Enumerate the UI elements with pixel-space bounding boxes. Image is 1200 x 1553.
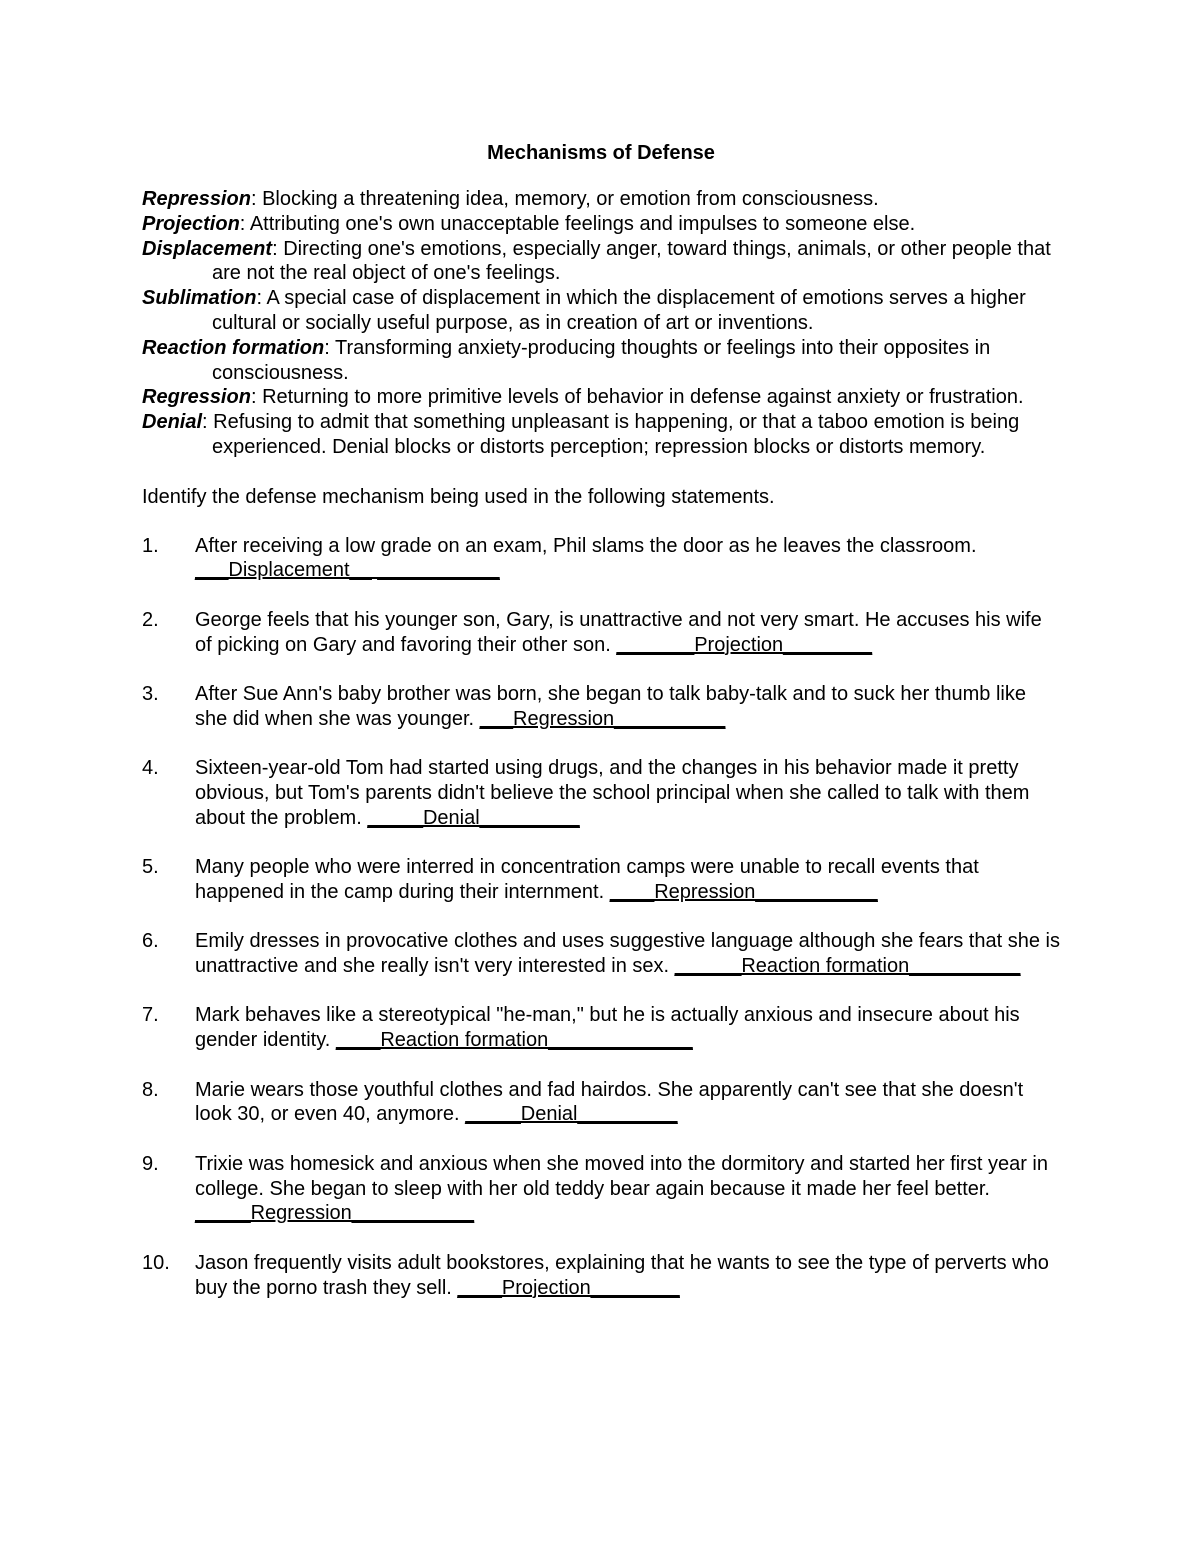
question-answer: _____Regression___________	[195, 1202, 475, 1225]
question-number: 5.	[142, 856, 159, 879]
definition-term: Reaction formation	[142, 336, 325, 359]
question-number: 2.	[142, 608, 159, 631]
question-item	[142, 608, 1060, 658]
question-item	[142, 756, 1060, 830]
definition-separator: :	[250, 386, 263, 409]
question-answer: ____Projection________	[457, 1276, 680, 1299]
question-number: 6.	[142, 930, 159, 953]
question-text: Many people who were interred in concentration camps were unable to recall events that happened in the camp during their internment.	[195, 856, 979, 903]
definition-text: Refusing to admit that something unpleasant is happening, or that a taboo emotion is being experienced. Denial blocks or distorts perception; repression blocks or distorts memory.	[212, 411, 1020, 458]
definition-text: A special case of displacement in which the displacement of emotions serves a higher cultural or socially useful purpose, as in creation of art or inventions.	[212, 287, 1026, 334]
question-item	[142, 855, 1060, 905]
definition-term: Regression	[142, 386, 251, 409]
question-number: 4.	[142, 757, 159, 780]
definition-separator: :	[202, 411, 214, 434]
definition-text: Blocking a threatening idea, memory, or emotion from consciousness.	[262, 188, 879, 210]
question-answer: ____Reaction formation_____________	[335, 1029, 693, 1052]
document-title: Mechanisms of Defense	[487, 142, 715, 164]
definition-text: Directing one's emotions, especially anger, toward things, animals, or other people that are not the real object of one's feelings.	[212, 237, 1051, 285]
definition-text: Transforming anxiety-producing thoughts or feelings into their opposites in consciousness.	[212, 336, 991, 384]
definition-projection	[142, 212, 1060, 237]
definitions-list	[142, 187, 1060, 460]
question-item	[142, 1078, 1060, 1128]
question-item	[142, 534, 1060, 584]
definition-sublimation	[142, 286, 1060, 336]
question-text: Emily dresses in provocative clothes and uses suggestive language although she fears that she is unattractive and she really isn't very interested in sex.	[195, 930, 1060, 978]
definition-reaction-formation	[142, 336, 1060, 386]
questions-list	[142, 534, 1060, 1301]
question-number: 1.	[142, 534, 159, 557]
question-answer: ___Displacement__ ___________	[195, 559, 500, 582]
question-number: 3.	[142, 682, 159, 705]
definition-regression	[142, 385, 1060, 410]
question-item	[142, 1251, 1060, 1301]
question-number: 8.	[142, 1078, 159, 1101]
definition-separator: :	[272, 237, 284, 260]
question-answer: ____Repression___________	[609, 880, 878, 903]
definition-text: Returning to more primitive levels of behavior in defense against anxiety or frustration.	[262, 386, 1024, 409]
question-item	[142, 1152, 1060, 1226]
question-number: 10.	[142, 1251, 170, 1274]
definition-displacement	[142, 237, 1060, 287]
question-text: Sixteen-year-old Tom had started using drugs, and the changes in his behavior made it pretty obvious, but Tom's parents didn't believe the school principal when she called to talk with them about the problem.	[195, 757, 1030, 829]
question-item	[142, 682, 1060, 732]
question-text: Jason frequently visits adult bookstores, explaining that he wants to see the type of perverts who buy the porno trash they sell.	[195, 1251, 1049, 1299]
question-answer: ______Reaction formation__________	[674, 955, 1021, 978]
question-text: Mark behaves like a stereotypical "he-man," but he is actually anxious and insecure about his gender identity.	[195, 1004, 1020, 1052]
question-text: Trixie was homesick and anxious when she moved into the dormitory and started her first year in college. She began to sleep with her old teddy bear again because it made her feel better.	[195, 1152, 1048, 1200]
question-answer: ___Regression__________	[479, 707, 726, 730]
question-text: After receiving a low grade on an exam, Phil slams the door as he leaves the classroom.	[195, 534, 977, 557]
question-text: After Sue Ann's baby brother was born, she began to talk baby-talk and to suck her thumb like she did when she was younger.	[195, 682, 1026, 730]
definition-separator: :	[256, 287, 267, 310]
definition-separator: :	[324, 336, 336, 359]
question-answer: _____Denial_________	[465, 1103, 678, 1126]
definition-term: Denial	[142, 411, 203, 434]
definition-text: Attributing one's own unacceptable feelings and impulses to someone else.	[249, 212, 916, 235]
definition-term: Projection	[142, 212, 240, 235]
instructions-text: Identify the defense mechanism being used in the following statements.	[142, 485, 775, 508]
question-item	[142, 929, 1060, 979]
question-answer: _____Denial_________	[367, 806, 580, 829]
definition-term: Displacement	[142, 237, 273, 260]
question-item	[142, 1003, 1060, 1053]
definition-separator: :	[250, 188, 263, 210]
definition-term: Sublimation	[142, 287, 257, 310]
definition-term: Repression	[142, 188, 251, 210]
question-text: George feels that his younger son, Gary, is unattractive and not very smart. He accuses his wife of picking on Gary and favoring their other son.	[195, 608, 1042, 656]
definition-repression	[142, 187, 1060, 212]
question-answer: _______Projection________	[616, 633, 873, 656]
question-number: 9.	[142, 1152, 159, 1175]
definition-separator: :	[239, 212, 250, 235]
question-number: 7.	[142, 1004, 159, 1027]
question-text: Marie wears those youthful clothes and fad hairdos. She apparently can't see that she doesn't look 30, or even 40, anymore.	[195, 1078, 1024, 1126]
definition-denial	[142, 410, 1060, 460]
